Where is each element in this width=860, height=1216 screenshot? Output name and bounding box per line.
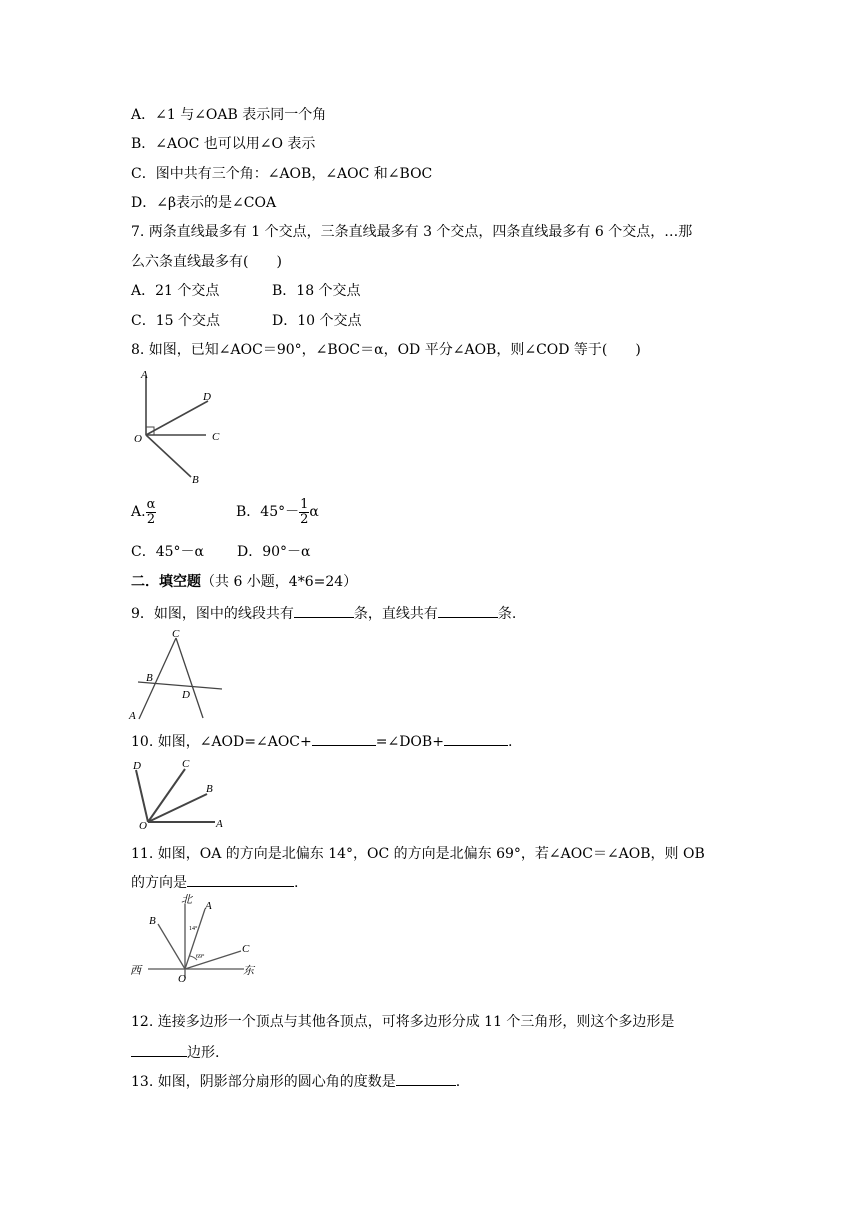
q9-figure xyxy=(126,626,226,722)
q8-option-b-fraction xyxy=(299,498,309,527)
q10-label-a: A xyxy=(216,818,223,830)
q8-label-d: D xyxy=(203,391,211,403)
q8-label-b: B xyxy=(192,474,199,486)
q9-stem xyxy=(131,603,516,623)
q7-option-c: C．15 个交点 xyxy=(131,313,220,329)
q11-stem-line2 xyxy=(131,872,298,892)
q8-figure xyxy=(128,365,228,490)
q8-stem: 8. 如图，已知∠AOC＝90°，∠BOC＝α，OD 平分∠AOB，则∠COD 等于( ) xyxy=(131,342,641,358)
q11-figure xyxy=(128,894,260,986)
q11-label-69deg: 69° xyxy=(196,954,205,960)
q13-blank[interactable] xyxy=(396,1071,456,1086)
q8-option-a-num: α xyxy=(146,496,156,512)
section2-title: 二．填空题 xyxy=(131,574,201,590)
q9-blank-1[interactable] xyxy=(294,603,354,618)
q10-label-d: D xyxy=(133,760,141,772)
q12-text: 边形. xyxy=(187,1045,220,1061)
q11-label-b: B xyxy=(149,915,156,927)
q10-label-b: B xyxy=(206,783,213,795)
q8-label-c: C xyxy=(212,431,220,443)
q8-label-a: A xyxy=(141,369,148,381)
q11-label-c: C xyxy=(242,943,250,955)
q8-option-b xyxy=(236,496,319,528)
q13-text-1: 13. 如图，阴影部分扇形的圆心角的度数是 xyxy=(131,1074,396,1090)
section2-note: （共 6 小题，4*6=24） xyxy=(201,574,358,590)
q9-blank-2[interactable] xyxy=(438,603,498,618)
q7-stem-line2: 么六条直线最多有( ) xyxy=(131,254,282,270)
q7-option-d: D．10 个交点 xyxy=(272,313,362,329)
q10-stem xyxy=(131,731,512,751)
q10-label-c: C xyxy=(182,758,190,770)
q9-text-3: 条. xyxy=(497,606,517,622)
q12-blank[interactable] xyxy=(131,1042,187,1057)
q10-blank-1[interactable] xyxy=(312,731,376,746)
q10-label-o: O xyxy=(139,820,147,832)
q11-label-east: 东 xyxy=(243,965,254,977)
q10-figure xyxy=(128,756,228,832)
q7-stem-line1: 7. 两条直线最多有 1 个交点，三条直线最多有 3 个交点，四条直线最多有 6 个交点，…那 xyxy=(131,224,693,240)
q8-option-a xyxy=(131,496,156,528)
q6-option-b: B．∠AOC 也可以用∠O 表示 xyxy=(131,136,316,152)
q9-label-a: A xyxy=(129,710,136,722)
q6-option-a: A．∠1 与∠OAB 表示同一个角 xyxy=(131,107,327,123)
q8-option-b-suffix: α xyxy=(309,504,319,520)
q7-option-b: B．18 个交点 xyxy=(272,283,361,299)
q6-option-d: D．∠β表示的是∠COA xyxy=(131,195,277,211)
q11-label-14deg: 14° xyxy=(189,926,198,932)
q9-label-c: C xyxy=(172,628,180,640)
q11-label-a: A xyxy=(205,900,212,912)
q11-label-north: 北 xyxy=(181,894,192,906)
q8-option-a-fraction xyxy=(146,498,157,527)
q6-option-c: C．图中共有三个角：∠AOB，∠AOC 和∠BOC xyxy=(131,166,433,182)
q11-text-2: . xyxy=(294,875,299,891)
q10-blank-2[interactable] xyxy=(444,731,508,746)
q11-text-1: 的方向是 xyxy=(131,875,187,891)
q8-option-b-prefix: B．45°－ xyxy=(236,504,300,520)
q11-stem-line1: 11. 如图，OA 的方向是北偏东 14°，OC 的方向是北偏东 69°，若∠AOC＝∠AOB，则 OB xyxy=(131,846,705,862)
q11-label-west: 西 xyxy=(130,965,141,977)
q8-option-c: C．45°－α xyxy=(131,544,204,560)
q8-option-d: D．90°－α xyxy=(237,544,311,560)
q13-text-2: . xyxy=(455,1074,461,1090)
q12-stem-line1: 12. 连接多边形一个顶点与其他各顶点，可将多边形分成 11 个三角形，则这个多边形是 xyxy=(131,1014,675,1030)
q9-text-1: 9．如图，图中的线段共有 xyxy=(131,606,294,622)
q8-option-b-num: 1 xyxy=(300,496,309,512)
q9-label-b: B xyxy=(146,672,153,684)
q11-blank[interactable] xyxy=(187,872,294,887)
section2-heading xyxy=(131,573,357,591)
q8-label-o: O xyxy=(134,433,142,445)
q10-text-1: 10. 如图，∠AOD=∠AOC+ xyxy=(131,734,312,750)
q8-option-b-den: 2 xyxy=(300,511,309,527)
q10-text-3: . xyxy=(507,734,513,750)
q9-text-2: 条，直线共有 xyxy=(353,606,438,622)
q8-option-a-den: 2 xyxy=(146,511,156,527)
q10-text-2: =∠DOB+ xyxy=(375,734,444,750)
q11-label-o: O xyxy=(178,973,186,985)
q12-stem-line2 xyxy=(131,1042,219,1062)
q9-label-d: D xyxy=(182,689,190,701)
q7-option-a: A．21 个交点 xyxy=(131,283,220,299)
q8-option-a-prefix: A. xyxy=(131,504,146,520)
q13-stem xyxy=(131,1071,460,1091)
